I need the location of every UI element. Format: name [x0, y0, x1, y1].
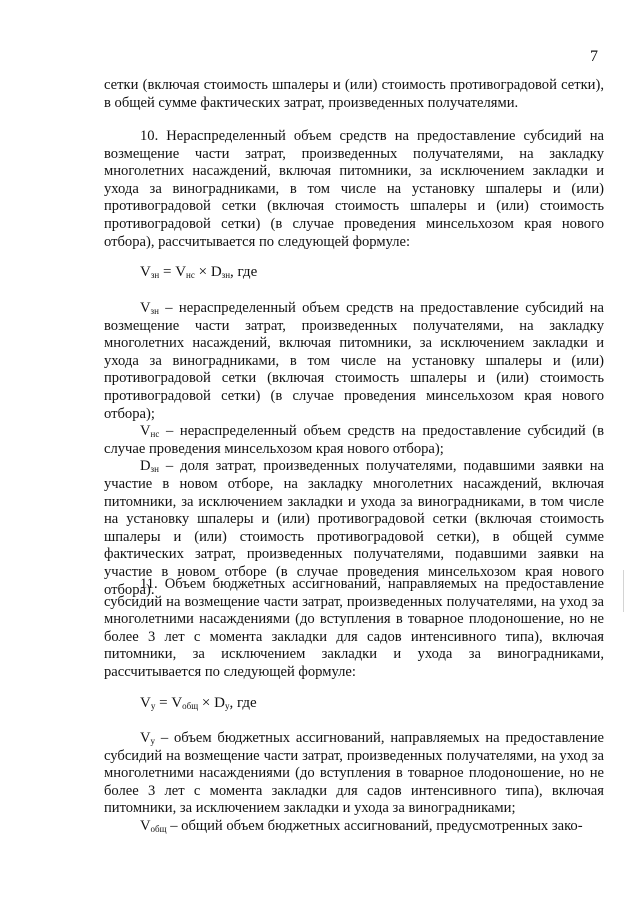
definition-text: – нераспределенный объем средств на предоставление субсидий на возмещение части затрат, произведенных получателями, на закладку многолетних насаждений, включая питомники, за исключением закладки и ухода за виноградниками, в том числе на установку шпалеры и (или) противоградовой сетки (включая стоимость шпалеры и (или) стоимость противоградовой сетки) (в случае проведения минсельхозом края нового отбора); [104, 300, 604, 422]
definitions-block-2 [104, 730, 604, 836]
formula-term-b-subscript: у [224, 701, 230, 711]
paragraph-11-text: 11. Объем бюджетных ассигнований, направляемых на предоставление субсидий на возмещение части затрат, произведенных получателями, на уход за многолетними насаждениями (до вступления в товарное плодоношение, но не более 3 лет с момента закладки для садов интенсивного типа), включая питомники, за исключением закладки и ухода за виноградниками, рассчитывается по следующей формуле: [104, 576, 604, 680]
formula-vzn [140, 264, 257, 281]
definition-text: – доля затрат, произведенных получателями, подавшими заявки на участие в новом отборе, на закладку многолетних насаждений, включая питомники, за исключением закладки и ухода за виноградниками, в том числе на установку шпалеры и (или) противоградовой сетки (включая стоимость шпалеры и (или) стоимость противоградовой сетки), в общей сумме фактических затрат, произведенных получателями, подавшими заявки на участие в новом отборе (в случае проведения минсельхозом края нового отбора). [104, 458, 604, 598]
formula-lhs: V [140, 695, 151, 711]
formula-times: × [194, 264, 211, 280]
formula-vy [140, 695, 257, 712]
paragraph-10 [104, 128, 604, 251]
formula-lhs-subscript: у [150, 701, 156, 711]
definition-text: – нераспределенный объем средств на предоставление субсидий (в случае проведения минсельхозом края нового отбора); [104, 423, 604, 457]
definition-subscript: нс [150, 429, 160, 440]
definition-symbol: V [140, 300, 151, 316]
definition-text: – объем бюджетных ассигнований, направляемых на предоставление субсидий на возмещение части затрат, произведенных получателями, на уход за многолетними насаждениями (до вступления в товарное плодоношение, но не более 3 лет с момента закладки для садов интенсивного типа), включая питомники, за исключением закладки и ухода за виноградниками; [104, 730, 604, 817]
formula-term-b-subscript: зн [221, 270, 231, 280]
formula-lhs-subscript: зн [150, 270, 160, 280]
definition-symbol: V [140, 817, 151, 834]
continuation-paragraph [104, 77, 604, 112]
formula-times: × [198, 695, 215, 711]
definition-symbol: V [140, 423, 151, 440]
definition-subscript: зн [150, 306, 159, 316]
formula-term-b: D [214, 695, 225, 711]
definitions-block-1 [104, 300, 604, 599]
definition-subscript: у [150, 736, 156, 746]
formula-tail: , где [229, 695, 257, 711]
definition-symbol: V [140, 730, 151, 746]
definition-vobsh [104, 818, 604, 836]
page-number: 7 [590, 48, 598, 65]
formula-tail: , где [230, 264, 258, 280]
definition-vns [104, 423, 604, 458]
definition-subscript: зн [150, 464, 159, 475]
continuation-text: сетки (включая стоимость шпалеры и (или) стоимость противоградовой сетки), в общей сумме фактических затрат, произведенных получателями. [104, 77, 604, 111]
formula-term-a-subscript: общ [182, 701, 199, 711]
definition-vy [104, 730, 604, 818]
paragraph-11 [104, 576, 604, 682]
definition-vzn [104, 300, 604, 423]
formula-equals: = [155, 695, 172, 711]
paragraph-10-text: 10. Нераспределенный объем средств на предоставление субсидий на возмещение части затрат, произведенных получателями, на закладку многолетних насаждений, включая питомники, за исключением закладки и ухода за виноградниками, в том числе на установку шпалеры и (или) противоградовой сетки (включая стоимость шпалеры и (или) стоимость противоградовой сетки) (в случае проведения минсельхозом края нового отбора), рассчитывается по следующей формуле: [104, 128, 604, 250]
formula-term-a: V [175, 264, 187, 280]
formula-term-a: V [171, 695, 183, 711]
formula-equals: = [159, 264, 176, 280]
definition-text: – общий объем бюджетных ассигнований, предусмотренных зако- [166, 817, 583, 834]
definition-symbol: D [140, 458, 151, 475]
definition-subscript: общ [150, 823, 167, 834]
formula-lhs: V [140, 264, 151, 280]
formula-term-b: D [210, 264, 222, 280]
formula-term-a-subscript: нс [186, 270, 195, 280]
scan-margin-line [623, 570, 624, 612]
